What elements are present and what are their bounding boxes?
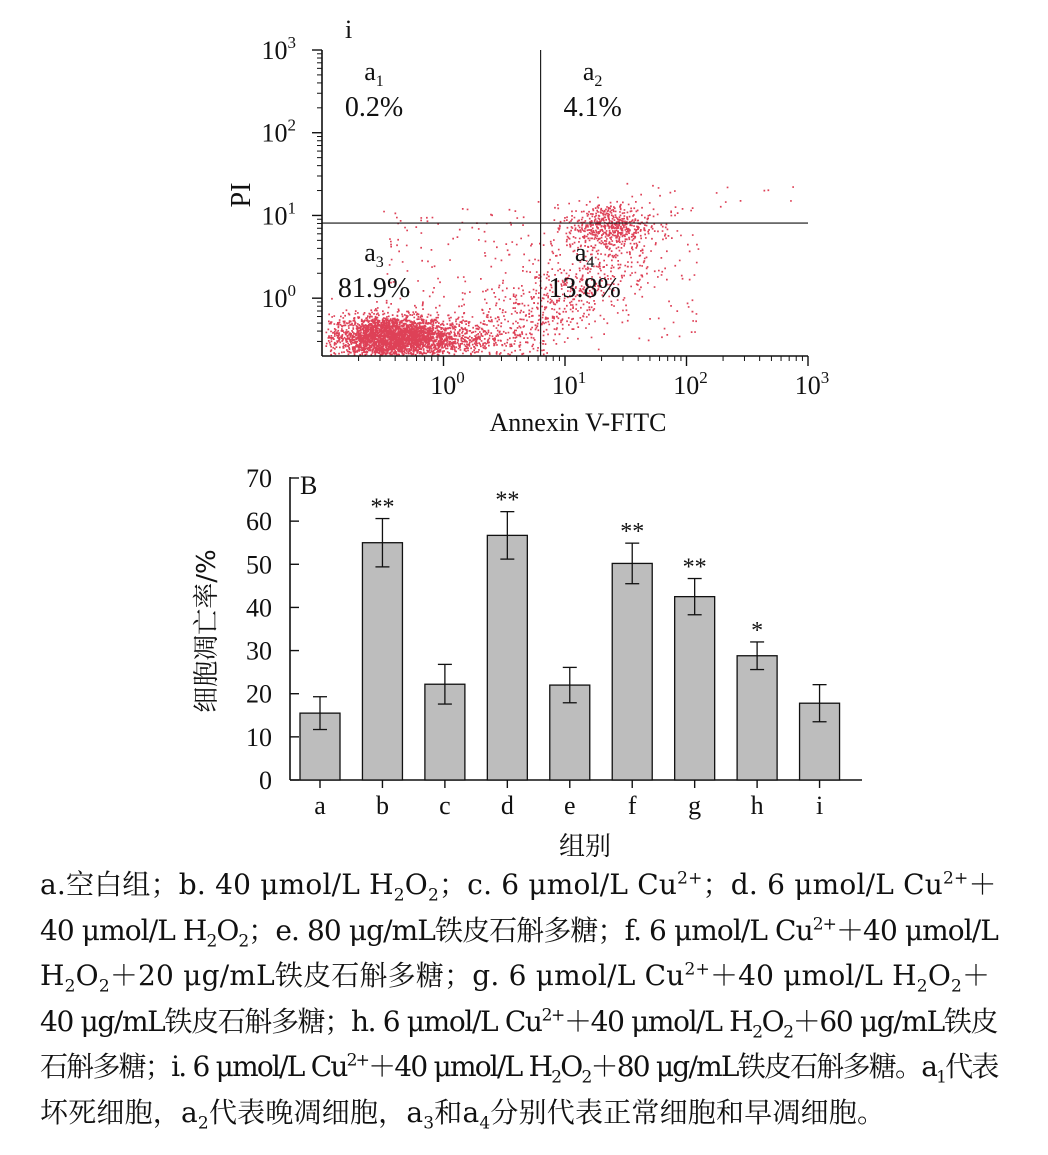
- quadrant-1-label: $a_1$: [364, 57, 384, 90]
- bar-x-axis-label: 组别: [558, 832, 612, 862]
- caption-subscript: 2: [427, 885, 439, 906]
- bar-category-label: e: [564, 791, 576, 820]
- caption-superscript: 2+: [677, 868, 703, 889]
- bar-category-label: h: [750, 791, 764, 820]
- scatter-dots: [325, 183, 794, 356]
- quadrant-3-label: $a_3$: [364, 238, 384, 272]
- apoptosis-bar-chart: [0, 450, 1048, 870]
- quadrant-2-percent: 4.1%: [563, 92, 622, 123]
- significance-f: **: [620, 519, 645, 546]
- caption-superscript: 2+: [943, 868, 969, 889]
- scatter-x-tick-label: $10^2$: [673, 368, 708, 400]
- caption-superscript: 2+: [346, 1050, 369, 1071]
- caption-subscript: 2: [197, 1113, 209, 1134]
- caption-line: 40 μg/mL铁皮石斛多糖；h. 6 μmol/L $Cu^{2+}+40$ μmol/L $H_2O_2+60$ μg/mL铁皮: [40, 1004, 998, 1043]
- scatter-y-tick-label: $10^3$: [261, 33, 296, 65]
- caption-subscript: 2: [64, 976, 76, 997]
- scatter-panel-label: i: [345, 15, 353, 44]
- caption-line: 坏死细胞，$a_2$代表晚凋细胞，$a_3$和$a_4$分别代表正常细胞和早凋细胞。: [40, 1095, 886, 1134]
- caption-subscript: 4: [479, 1113, 491, 1134]
- quadrant-2-label: $a_2$: [582, 57, 603, 90]
- caption-subscript: 1: [936, 1067, 946, 1088]
- bar-series: [300, 488, 840, 780]
- bar-b: [362, 543, 402, 780]
- scatter-x-tick-label: $10^3$: [794, 368, 830, 400]
- bar-f: [612, 563, 652, 780]
- bar-h: [737, 656, 777, 780]
- bar-y-axis-label: 细胞凋亡率/%: [192, 549, 222, 713]
- scatter-y-tick-label: $10^2$: [261, 115, 296, 148]
- caption-subscript: 2: [98, 976, 110, 997]
- bar-category-label: a: [314, 791, 326, 820]
- bar-category-label: f: [627, 791, 637, 820]
- bar-y-tick-label: 40: [246, 593, 272, 623]
- caption-subscript: 2: [752, 1022, 762, 1043]
- bar-category-label: d: [500, 791, 514, 820]
- bar-panel-label: B: [300, 471, 318, 500]
- caption-line: $H_2O_2+20$ μg/mL铁皮石斛多糖；g. 6 μmol/L $Cu^{2+}+40$ μmol/L $H_2O_2+$: [40, 959, 991, 997]
- scatter-x-axis-label: Annexin V-FITC: [489, 408, 667, 437]
- caption-subscript: 3: [423, 1113, 435, 1134]
- caption-line: 石斛多糖；i. 6 μmol/L $Cu^{2+}+40$ μmol/L $H_2O_2+80$ μg/mL铁皮石斛多糖。$a_1$代表: [40, 1050, 998, 1088]
- scatter-x-tick-label: $10^0$: [430, 368, 465, 400]
- caption-subscript: 2: [916, 976, 928, 997]
- caption-subscript: 2: [238, 931, 249, 952]
- bar-y-tick-label: 20: [246, 679, 272, 709]
- bar-g: [675, 597, 715, 780]
- quadrant-1-percent: 0.2%: [344, 92, 404, 123]
- significance-h: *: [751, 617, 764, 644]
- caption-line: a.空白组；b. 40 μmol/L $H_2O_2$；c. 6 μmol/L $Cu^{2+}$；d. 6 μmol/L $Cu^{2+}+$: [40, 868, 997, 906]
- scatter-y-tick-label: $10^0$: [261, 281, 296, 314]
- scatter-y-axis-label: PI: [226, 182, 257, 208]
- bar-category-label: b: [375, 791, 389, 820]
- scatter-points: [325, 183, 794, 356]
- caption-subscript: 2: [950, 976, 962, 997]
- significance-g: **: [682, 554, 707, 581]
- caption-subscript: 2: [581, 1067, 591, 1088]
- bar-category-label: i: [815, 791, 824, 820]
- caption-superscript: 2+: [541, 1005, 564, 1026]
- quadrant-4-label: $a_4$: [574, 238, 595, 272]
- bar-y-tick-label: 0: [259, 766, 272, 795]
- caption-subscript: 2: [206, 931, 217, 952]
- caption-subscript: 2: [551, 1067, 561, 1088]
- significance-d: **: [495, 487, 520, 514]
- caption-superscript: 2+: [684, 959, 710, 980]
- caption-subscript: 2: [393, 885, 405, 906]
- scatter-x-tick-label: $10^1$: [551, 368, 587, 400]
- caption-subscript: 2: [783, 1022, 793, 1043]
- bar-y-tick-label: 10: [246, 722, 272, 752]
- bar-d: [487, 535, 527, 780]
- figure-caption: [40, 862, 1015, 1135]
- bar-category-label: g: [688, 791, 702, 820]
- significance-b: **: [370, 494, 395, 521]
- caption-superscript: 2+: [812, 914, 836, 935]
- quadrant-3-percent: 81.9%: [337, 273, 411, 305]
- scatter-y-tick-label: $10^1$: [261, 198, 296, 231]
- quadrant-4-percent: 13.8%: [548, 273, 621, 305]
- bar-y-tick-label: 60: [246, 507, 272, 537]
- bar-y-tick-label: 50: [246, 550, 272, 580]
- bar-y-tick-label: 70: [246, 464, 272, 493]
- bar-category-label: c: [439, 791, 451, 820]
- quadrant-labels: [338, 57, 622, 304]
- caption-line: 40 μmol/L $H_2O_2$；e. 80 μg/mL铁皮石斛多糖；f. 6 μmol/L $Cu^{2+}+40$ μmol/L: [40, 913, 998, 952]
- flow-cytometry-scatter-plot: [0, 0, 1048, 440]
- bar-y-tick-label: 30: [246, 636, 272, 666]
